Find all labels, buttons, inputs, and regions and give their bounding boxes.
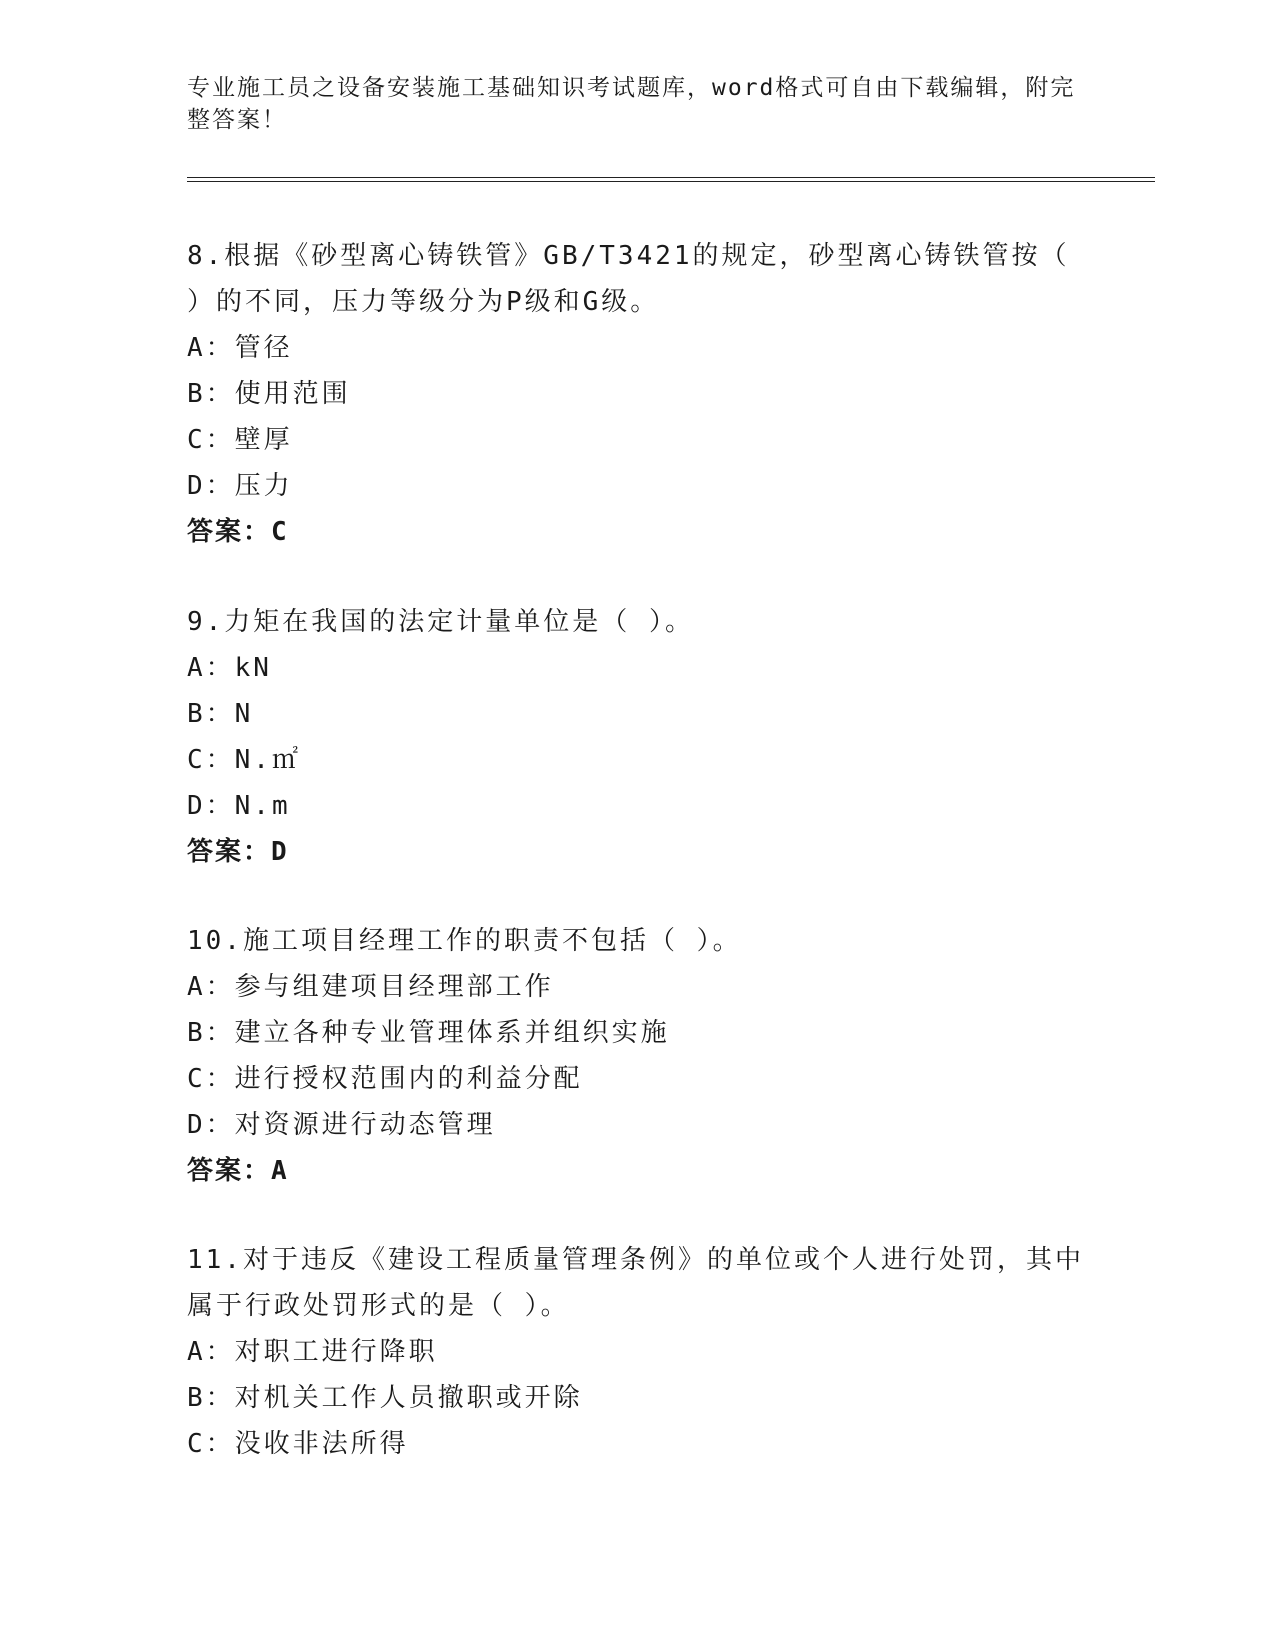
option-d: D：对资源进行动态管理 (187, 1110, 496, 1140)
question-8 (187, 233, 1087, 555)
option-c: C：进行授权范围内的利益分配 (187, 1064, 583, 1094)
option-b: B：对机关工作人员撤职或开除 (187, 1383, 583, 1413)
header-divider-top (187, 177, 1155, 178)
option-b: B：N (187, 699, 254, 729)
document-header: 专业施工员之设备安装施工基础知识考试题库，word格式可自由下载编辑，附完整答案！ (187, 75, 1076, 133)
option-a: A：对职工进行降职 (187, 1337, 438, 1367)
answer: 答案：A (187, 1156, 289, 1186)
header-divider-bottom (187, 181, 1155, 182)
option-a: A：参与组建项目经理部工作 (187, 972, 554, 1002)
option-d: D：N.m (187, 791, 291, 821)
option-c: C：N.㎡ (187, 745, 301, 775)
question-10 (187, 918, 1087, 1194)
question-stem: 11.对于违反《建设工程质量管理条例》的单位或个人进行处罚，其中属于行政处罚形式的是（ ）。 (187, 1245, 1084, 1321)
question-stem: 8.根据《砂型离心铸铁管》GB/T3421的规定，砂型离心铸铁管按（ ）的不同，压力等级分为P级和G级。 (187, 241, 1070, 317)
option-a: A：管径 (187, 333, 293, 363)
option-c: C：没收非法所得 (187, 1429, 409, 1459)
option-d: D：压力 (187, 471, 293, 501)
answer: 答案：C (187, 517, 289, 547)
question-stem: 10.施工项目经理工作的职责不包括（ ）。 (187, 926, 742, 956)
option-c: C：壁厚 (187, 425, 293, 455)
answer: 答案：D (187, 837, 289, 867)
option-a: A：kN (187, 653, 272, 683)
question-11 (187, 1237, 1087, 1467)
question-9 (187, 599, 1087, 875)
question-stem: 9.力矩在我国的法定计量单位是（ ）。 (187, 607, 694, 637)
option-b: B：使用范围 (187, 379, 351, 409)
option-b: B：建立各种专业管理体系并组织实施 (187, 1018, 670, 1048)
